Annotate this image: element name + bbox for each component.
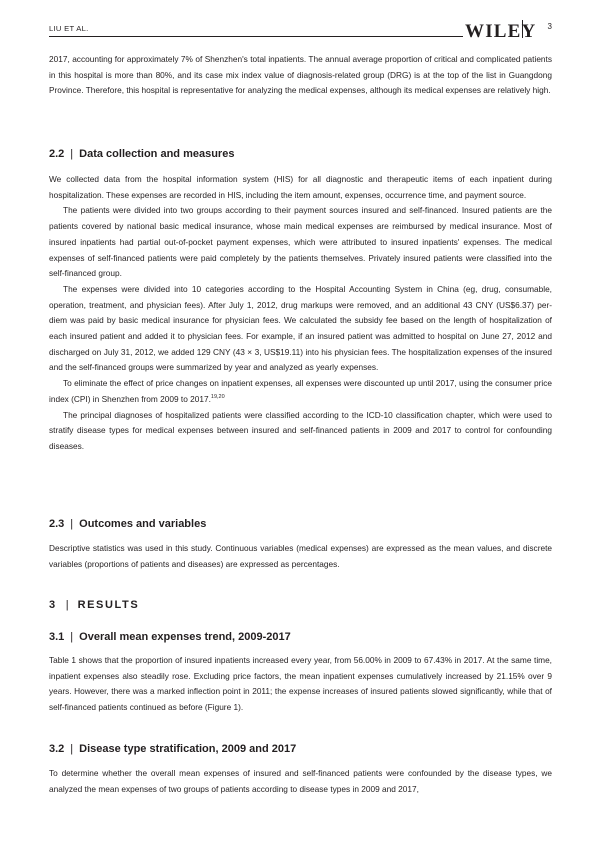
section-3-1-body — [49, 653, 552, 716]
section-3-1 — [49, 630, 552, 644]
intro-paragraph: 2017, accounting for approximately 7% of Shenzhen's total inpatients. The annual average proportion of critical and complicated patients in this hospital is more than 80%, and its case mix index value of diagnosis-related group (DRG) is at the top of the list in Guangdong Province. Therefore, this hospital is representative for analyzing the medical expenses, although its medical expenses are relatively high. — [49, 54, 552, 96]
section-2-2-body — [49, 172, 552, 455]
section-separator: | — [70, 743, 74, 755]
section-number: 3.1 — [49, 631, 65, 643]
section-number: 3.2 — [49, 743, 65, 755]
section-number: 2.3 — [49, 518, 65, 530]
cpi-sentence: To eliminate the effect of price changes on inpatient expenses, all expenses were discounted up until 2017, using the consumer price index (CPI) in Shenzhen from 2009 to 2017. — [49, 378, 552, 404]
section-heading — [49, 598, 552, 612]
page-number: 3 — [547, 22, 552, 31]
section-separator: | — [70, 148, 74, 160]
section-2-3-body — [49, 541, 552, 572]
section-number: 3 — [49, 599, 57, 611]
citation: 19,20 — [210, 394, 225, 401]
paragraph: The expenses were divided into 10 categories according to the Hospital Accounting System in China (eg, drug, consumable, operation, treatment, and physician fees). After July 1, 2012, drug markups were removed, and an additional 43 CNY (US$6.37) per-diem was paid by basic medical insurance for physician fees. We calculated the subsidy fee based on the length of hospitalization of each insured patient and added it to physician fees. For example, if an insured patient was admitted to hospital on June 27, 2012 and discharged on July 31, 2012, we added 129 CNY (43 × 3, US$19.11) into his physician fees. The hospitalization expenses of the insured and the self-financed groups were summarized by year and analyzed as yearly expenses. — [49, 283, 552, 373]
section-title: Overall mean expenses trend, 2009-2017 — [79, 631, 291, 643]
section-title: Data collection and measures — [79, 148, 235, 160]
paragraph: Table 1 shows that the proportion of insured inpatients increased every year, from 56.00% in 2009 to 67.43% in 2017. At the same time, inpatient expenses also steadily rose. Excluding price factors, the mean inpatient expenses cumulatively increased by 21.15% over 9 years. However, there was a marked inflection point in 2011; the expense increases of insured patients slowed significantly, while that of self-financed patients continued as before (Figure 1). — [49, 655, 552, 713]
section-number: 2.2 — [49, 148, 65, 160]
logo-divider — [522, 20, 523, 38]
section-3 — [49, 598, 552, 612]
section-title: RESULTS — [77, 599, 140, 611]
section-title: Disease type stratification, 2009 and 2017 — [79, 743, 297, 755]
section-separator: | — [65, 599, 69, 611]
section-2-2 — [49, 147, 552, 161]
intro-block — [49, 52, 552, 99]
header-rule — [49, 36, 522, 37]
publisher-logo: WILEY — [465, 21, 537, 42]
paragraph: Descriptive statistics was used in this study. Continuous variables (medical expenses) are expressed as the mean values, and discrete variables (proportions of patients and diseases) are expressed as percentages. — [49, 543, 552, 569]
section-heading — [49, 630, 552, 644]
section-heading — [49, 147, 552, 161]
section-3-2 — [49, 742, 552, 756]
paragraph: The patients were divided into two groups according to their payment sources insured and self-financed. Insured patients are the patients covered by national basic medical insurance, whose main medical expenses are reimbursed by medical insurance. Most of insured inpatients had partial out-of-pocket payment expenses, which were attributed to insured inpatients' expenses. The medical expenses of self-financed patients were paid completely by the patients themselves. Privately insured patients were classified into the self-financed group. — [49, 205, 552, 279]
section-separator: | — [70, 518, 74, 530]
paragraph: We collected data from the hospital information system (HIS) for all diagnostic and therapeutic items of each inpatient during hospitalization. These expenses are recorded in HIS, including the item amount, expenses, occurrence time, and payment source. — [49, 174, 552, 200]
page-header — [49, 18, 552, 44]
section-2-3 — [49, 517, 552, 531]
paragraph — [49, 376, 552, 407]
section-heading — [49, 742, 552, 756]
running-head: LIU ET AL. — [49, 24, 89, 33]
section-3-2-body — [49, 766, 552, 797]
section-title: Outcomes and variables — [79, 518, 207, 530]
paragraph: To determine whether the overall mean expenses of insured and self-financed patients were confounded by the disease types, we analyzed the mean expenses of two groups of patients according to disease types in 2009 and 2017, — [49, 768, 552, 794]
section-separator: | — [70, 631, 74, 643]
section-heading — [49, 517, 552, 531]
paragraph: The principal diagnoses of hospitalized patients were classified according to the ICD-10 classification chapter, which were used to stratify disease types for medical expenses between insured and self-financed patients in 2009 and 2017 to control for confounding diseases. — [49, 409, 552, 451]
